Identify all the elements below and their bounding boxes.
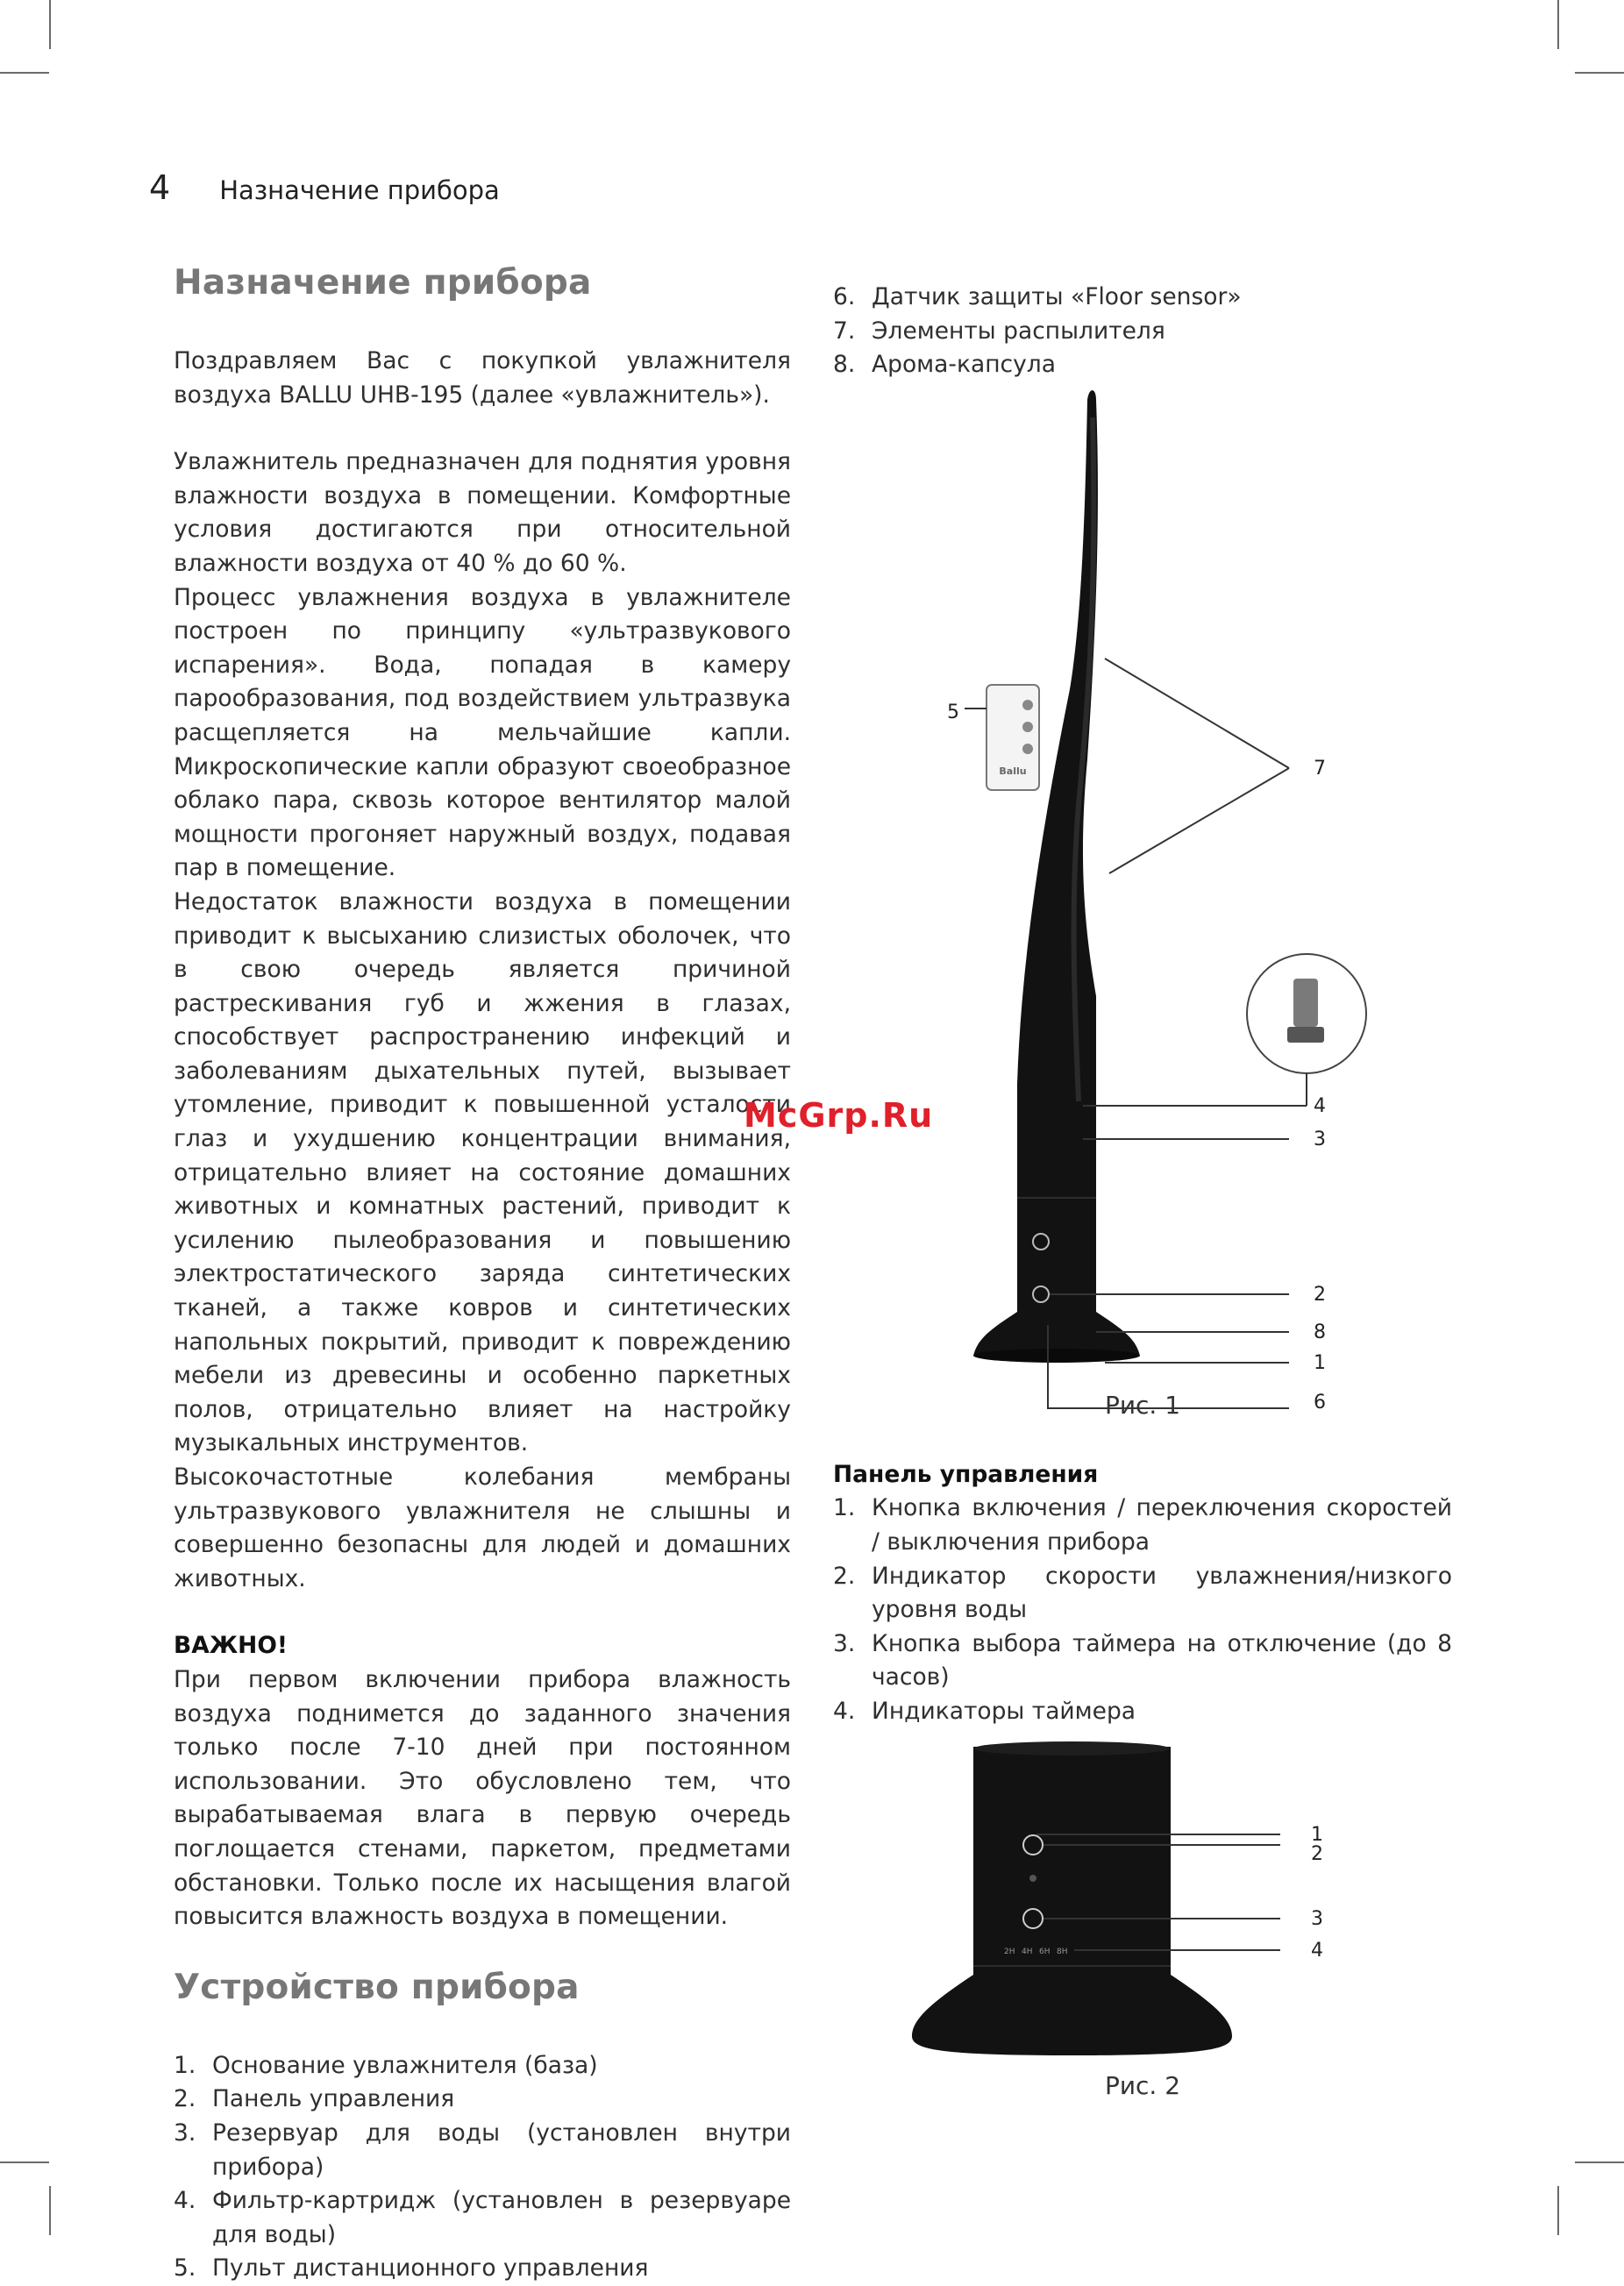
list-item: 2. Индикатор скорости увлажнения/низкого уровня воды	[833, 1562, 1452, 1624]
figure-2-caption: Рис. 2	[1104, 2070, 1181, 2100]
list-item: 1. Кнопка включения / переключения скоростей / выключения прибора	[833, 1494, 1452, 1556]
paragraph: Поздравляем Вас с покупкой увлажнителя воздуха BALLU UHB-195 (далее «увлажнитель»).	[174, 347, 791, 409]
list-item: 3. Кнопка выбора таймера на отключение (до 8 часов)	[833, 1629, 1452, 1691]
remote-brand: Ballu	[999, 765, 1027, 777]
paragraph: Увлажнитель предназначен для поднятия уровня влажности воздуха в помещении. Комфортные условия достигаются при относительной влажности воздуха от 40 % до 60 %.	[174, 448, 791, 577]
svg-text:8H: 8H	[1057, 1947, 1068, 1956]
watermark: McGrp.Ru	[744, 1096, 934, 1135]
callout-7: 7	[1314, 757, 1326, 780]
important-label: ВАЖНО!	[174, 1632, 288, 1660]
panel-heading: Панель управления	[833, 1460, 1099, 1488]
callout-3: 3	[1314, 1128, 1326, 1150]
right-column	[833, 281, 1452, 2100]
crop-mark	[49, 2186, 51, 2235]
list-item: 3. Резервуар для воды (установлен внутри прибора)	[174, 2119, 791, 2181]
running-header	[149, 168, 500, 207]
callout-6: 6	[1314, 1391, 1326, 1414]
crop-mark	[1575, 72, 1624, 74]
running-title: Назначение прибора	[219, 175, 500, 205]
crop-mark	[0, 72, 49, 74]
callout-4: 4	[1314, 1094, 1326, 1117]
crop-mark	[1557, 2186, 1559, 2235]
list-item: 5. Пульт дистанционного управления	[174, 2254, 649, 2282]
crop-mark	[49, 0, 51, 49]
paragraph: Высокочастотные колебания мембраны ультразвукового увлажнителя не слышны и совершенно безопасны для людей и домашних животных.	[174, 1463, 791, 1592]
list-item: 8. Арома-капсула	[833, 351, 1056, 379]
purpose-heading: Назначение прибора	[174, 263, 592, 303]
humidifier-base	[912, 1747, 1232, 2055]
svg-text:4: 4	[1311, 1939, 1323, 1962]
list-item: 2. Панель управления	[174, 2085, 455, 2113]
page-number: 4	[149, 168, 171, 207]
list-item: 4. Индикаторы таймера	[833, 1697, 1136, 1725]
device-list-continued	[833, 281, 1452, 382]
device-heading: Устройство прибора	[174, 1967, 580, 2007]
panel-list	[833, 1492, 1452, 1728]
paragraph: Недостаток влажности воздуха в помещении приводит к высыханию слизистых оболочек, что в свою очередь является причиной растрескивания губ и жжения в глазах, способствует распространению инфекций и заболеваниям дыхательных путей, вызывает утомление, приводит к повышенной усталости глаз и ухудшению концентрации внимания, отрицательно влияет на состояние домашних животных и комнатных растений, приводит к усилению пылеобразования и повышению электростатического заряда синтетических тканей, а также ковров и синтетических напольных покрытий, приводит к повреждению мебели из древесины и особенно паркетных полов, отрицательно влияет на настройку музыкальных инструментов.	[174, 887, 791, 1457]
svg-text:2H: 2H	[1004, 1947, 1015, 1956]
figure-1-caption: Рис. 1	[1104, 1390, 1181, 1420]
important-text: При первом включении прибора влажность воздуха поднимется до заданного значения только после 7-10 дней при постоянном использовании. Это обусловлено тем, что вырабатываемая влага в первую очередь поглощается стенами, паркетом, предметами обстановки. Только после их насыщения влагой повысится влажность воздуха в помещении.	[174, 1665, 791, 1931]
svg-text:2: 2	[1311, 1842, 1323, 1865]
svg-text:3: 3	[1311, 1907, 1323, 1930]
control-panel-diagram	[833, 1747, 1452, 2062]
crop-mark	[1575, 2161, 1624, 2163]
device-list	[174, 2049, 791, 2286]
list-item: 7. Элементы распылителя	[833, 317, 1165, 345]
list-item: 4. Фильтр-картридж (установлен в резервуаре для воды)	[174, 2187, 791, 2248]
svg-text:6H: 6H	[1039, 1947, 1051, 1956]
paragraph: Процесс увлажнения воздуха в увлажнителе построен по принципу «ультразвукового испарения». Вода, попадая в камеру парообразования, под воздействием ультразвука расщепляется на мельчайшие капли. Микроскопические капли образуют своеобразное облако пара, сквозь которое вентилятор малой мощности прогоняет наружный воздух, подавая пар в помещение.	[174, 583, 791, 882]
callout-1: 1	[1314, 1351, 1326, 1374]
callout-2: 2	[1314, 1283, 1326, 1306]
humidifier-body	[973, 390, 1140, 1356]
crop-mark	[0, 2161, 49, 2163]
svg-text:4H: 4H	[1022, 1947, 1033, 1956]
left-column	[174, 263, 791, 2286]
svg-text:1: 1	[1311, 1823, 1323, 1846]
figure-2	[833, 1747, 1452, 2062]
callout-8: 8	[1314, 1321, 1326, 1343]
callout-5: 5	[947, 701, 959, 723]
crop-mark	[1557, 0, 1559, 49]
list-item: 1. Основание увлажнителя (база)	[174, 2051, 598, 2079]
list-item: 6. Датчик защиты «Floor sensor»	[833, 283, 1242, 310]
